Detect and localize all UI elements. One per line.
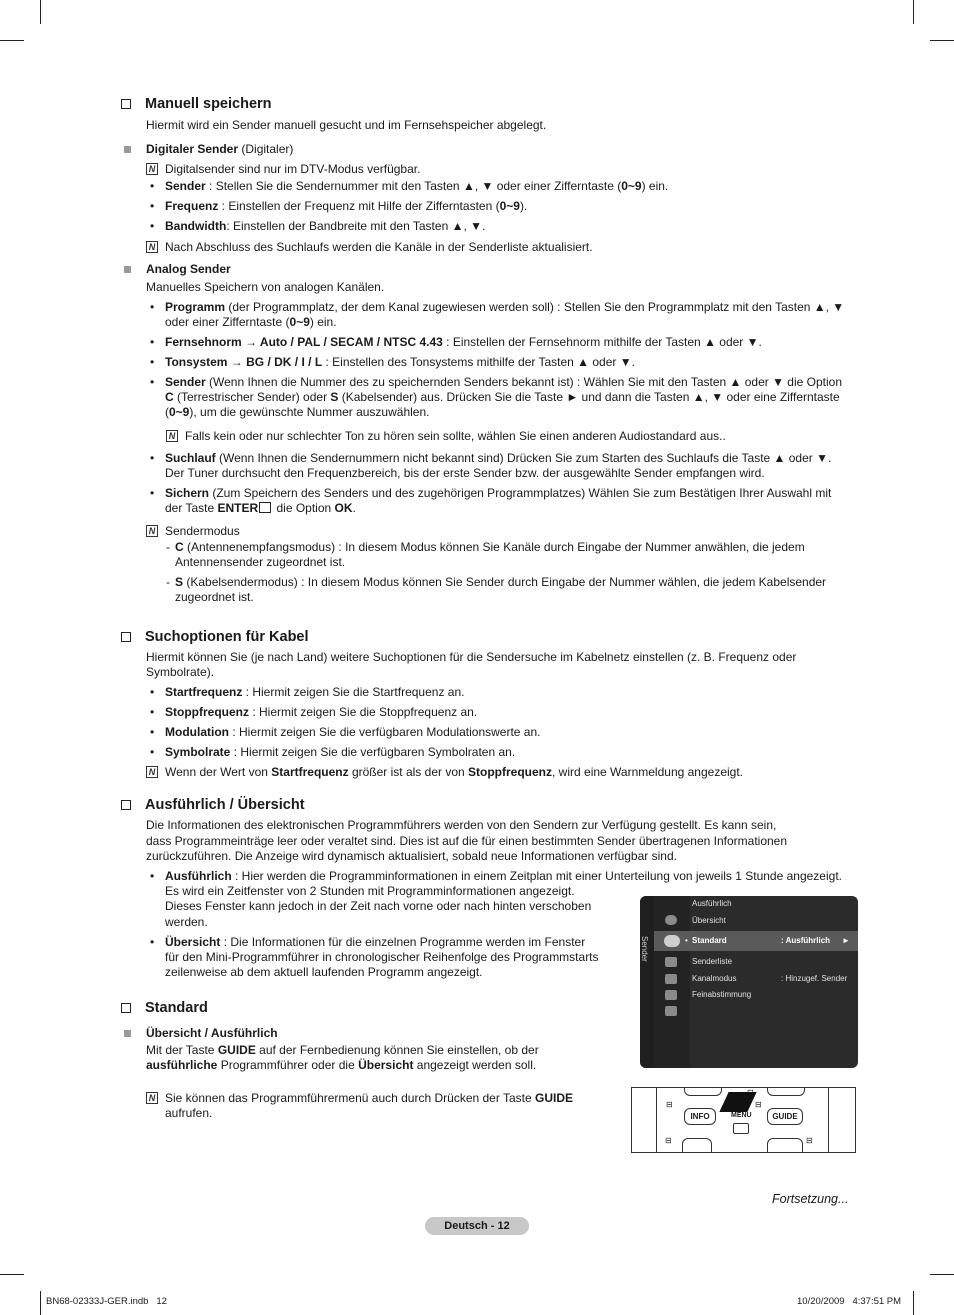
menu-selected-bullet: • — [685, 936, 688, 945]
note-text-line: aufrufen. — [165, 1106, 213, 1120]
bullet-icon: • — [150, 725, 155, 739]
intro-text-line: Symbolrate). — [146, 665, 215, 679]
title-text: Suchoptionen für Kabel — [145, 629, 309, 645]
page-number-badge: Deutsch - 12 — [425, 1217, 529, 1235]
analog-intro: Manuelles Speichern von analogen Kanälen. — [146, 280, 385, 294]
continued-label: Fortsetzung... — [772, 1192, 849, 1206]
crop-mark — [913, 0, 914, 24]
note-icon: N — [146, 525, 158, 537]
bullet-text-line: Dieses Fenster kann jedoch in der Zeit nach vorne oder nach hinten verschoben — [165, 899, 592, 913]
bullet-text: Sender : Stellen Sie die Sendernummer mit den Tasten ▲, ▼ oder einer Zifferntaste (0~9) ein. — [165, 179, 669, 193]
menu-item[interactable]: Feinabstimmung — [692, 990, 752, 999]
menu-item[interactable]: Senderliste — [692, 957, 733, 966]
menu-item[interactable]: Ausführlich — [692, 899, 732, 908]
note-icon: N — [146, 241, 158, 253]
crop-mark — [0, 1274, 24, 1275]
remote-symbol-icon: ⊟ — [755, 1100, 762, 1109]
menu-button — [733, 1123, 749, 1134]
section-title-ausfuehrlich — [121, 797, 305, 813]
dash: - — [166, 575, 170, 589]
bullet-text-line: werden. — [165, 915, 208, 929]
menu-item-selected[interactable]: Standard — [692, 936, 727, 945]
note-text: Sendermodus — [165, 524, 240, 538]
grey-square-icon — [124, 266, 131, 273]
paragraph-line: zurückzuführen. Die Anzeige wird dynamisch aktualisiert, sobald neue Informationen verfügbar sind. — [146, 849, 677, 863]
bullet-icon: • — [150, 705, 155, 719]
dash: - — [166, 540, 170, 554]
bullet-text: Sichern (Zum Speichern des Senders und des zugehörigen Programmplatzes) Wählen Sie zum Bestätigen Ihrer Auswahl mit — [165, 486, 832, 500]
intro-text: Hiermit können Sie (je nach Land) weitere Suchoptionen für die Sendersuche im Kabelnetz einstellen (z. B. Frequenz oder — [146, 650, 797, 664]
bullet-text: Ausführlich : Hier werden die Programminformationen in einem Zeitplan mit einer Unterteilung von jeweils 1 Stunde angezeigt. — [165, 869, 842, 883]
bullet-text-line: oder einer Zifferntaste (0~9) ein. — [165, 315, 337, 329]
bullet-text: Suchlauf (Wenn Ihnen die Sendernummern nicht bekannt sind) Drücken Sie zum Starten des Suchlaufs die Taste ▲ oder ▼. — [165, 451, 832, 465]
checkbox-square-icon — [121, 632, 131, 642]
bullet-text-line: (0~9), um die gewünschte Nummer auszuwählen. — [165, 405, 430, 419]
note-icon: N — [146, 1092, 158, 1104]
remote-button — [684, 1087, 722, 1096]
bullet-text-line: Es wird ein Zeitfenster von 2 Stunden mit Programminformationen angezeigt. — [165, 884, 575, 898]
remote-symbol-icon: ⊟ — [665, 1136, 672, 1145]
mode-c-text-line: Antennensender zugeordnet ist. — [175, 555, 346, 569]
remote-symbol-icon: ⊟ — [806, 1136, 813, 1145]
bullet-icon: • — [150, 685, 155, 699]
grey-square-icon — [124, 146, 131, 153]
bullet-text-line: Der Tuner durchsucht den Frequenzbereich, bis der erste Sender bzw. der ausgewählte Sender empfangen wird. — [165, 466, 765, 480]
bullet-icon: • — [150, 199, 155, 213]
bullet-icon: • — [150, 179, 155, 193]
crop-mark — [40, 1291, 41, 1315]
subsection-analog-head: Analog Sender — [146, 262, 231, 276]
note-text: Digitalsender sind nur im DTV-Modus verfügbar. — [165, 162, 421, 176]
bullet-icon: • — [150, 355, 155, 369]
bullet-icon: • — [150, 869, 155, 883]
tv-menu-screenshot — [640, 896, 858, 1068]
crop-mark — [930, 40, 954, 41]
menu-side-label: Sender — [640, 936, 649, 962]
checkbox-square-icon — [121, 800, 131, 810]
section-title-manuell-speichern — [121, 96, 272, 112]
bullet-text-line: der Taste ENTER die Option OK. — [165, 501, 356, 515]
remote-illustration — [631, 1087, 856, 1153]
title-text: Ausführlich / Übersicht — [145, 797, 305, 813]
bullet-text: Bandwidth: Einstellen der Bandbreite mit den Tasten ▲, ▼. — [165, 219, 486, 233]
note-text: Wenn der Wert von Startfrequenz größer ist als der von Stoppfrequenz, wird eine Warnmeldung angezeigt. — [165, 765, 744, 779]
tools-button — [682, 1138, 712, 1153]
bullet-text: Sender (Wenn Ihnen die Nummer des zu speichernden Senders bekannt ist) : Wählen Sie mit den Tasten ▲ oder ▼ die Option — [165, 375, 843, 389]
menu-item-value: : Hinzugef. Sender — [781, 974, 848, 983]
mode-c-text: C (Antennenempfangsmodus) : In diesem Modus können Sie Kanäle durch Eingabe der Nummer anwählen, die jedem — [175, 540, 805, 554]
crop-mark — [913, 1291, 914, 1315]
note-icon: N — [146, 163, 158, 175]
crop-mark — [0, 40, 24, 41]
pointer-arrow-icon — [719, 1092, 756, 1112]
bullet-icon: • — [150, 375, 155, 389]
bullet-text: Stoppfrequenz : Hiermit zeigen Sie die Stoppfrequenz an. — [165, 705, 478, 719]
return-button — [767, 1138, 803, 1153]
section-title-suchoptionen — [121, 629, 309, 645]
paragraph-line: dass Programmeinträge leer oder veraltet sind. Dies ist auf die für einen bestimmten Sender übertragenen Informationen — [146, 834, 788, 848]
remote-edge — [656, 1088, 657, 1153]
title-text: Manuell speichern — [145, 96, 272, 112]
paragraph-line: Mit der Taste GUIDE auf der Fernbedienung können Sie einstellen, ob der — [146, 1043, 539, 1057]
bullet-text: Frequenz : Einstellen der Frequenz mit Hilfe der Zifferntasten (0~9). — [165, 199, 528, 213]
title-text: Standard — [145, 1000, 208, 1016]
remote-button — [767, 1087, 805, 1096]
menu-button-label: MENU — [731, 1112, 752, 1119]
subsection-digital-head: Digitaler Sender (Digitaler) — [146, 142, 294, 156]
bullet-text-line: für den Mini-Programmführer in chronologischer Reihenfolge des Programmstarts — [165, 950, 599, 964]
note-text: Sie können das Programmführermenü auch durch Drücken der Taste GUIDE — [165, 1091, 573, 1105]
mode-s-text-line: zugeordnet ist. — [175, 590, 254, 604]
menu-item-value: : Ausführlich — [781, 936, 831, 945]
info-button: INFO — [684, 1108, 716, 1125]
bullet-text: Programm (der Programmplatz, der dem Kanal zugewiesen werden soll) : Stellen Sie den Programmplatz mit den Tasten ▲, ▼ — [165, 300, 845, 314]
bullet-icon: • — [150, 219, 155, 233]
note-icon: N — [166, 430, 178, 442]
note-text: Nach Abschluss des Suchlaufs werden die Kanäle in der Senderliste aktualisiert. — [165, 240, 593, 254]
menu-support-icon — [665, 1006, 677, 1016]
paragraph-line: ausführliche Programmführer oder die Übersicht angezeigt werden soll. — [146, 1058, 537, 1072]
crop-mark — [40, 0, 41, 24]
bullet-icon: • — [150, 335, 155, 349]
note-text: Falls kein oder nur schlechter Ton zu hören sein sollte, wählen Sie einen anderen Audiostandard aus.. — [185, 429, 726, 443]
right-arrow-icon: ► — [842, 936, 850, 945]
bullet-text-line: zeilenweise ab dem aktuell laufenden Programm angezeigt. — [165, 965, 483, 979]
checkbox-square-icon — [121, 99, 131, 109]
remote-edge — [828, 1088, 829, 1153]
menu-setup-icon — [665, 957, 677, 967]
bullet-text: Tonsystem → BG / DK / I / L : Einstellen des Tonsystems mithilfe der Tasten ▲ oder ▼. — [165, 355, 635, 369]
subsection-head: Übersicht / Ausführlich — [146, 1026, 278, 1040]
crop-mark — [930, 1274, 954, 1275]
paragraph-line: Die Informationen des elektronischen Programmführers werden von den Sendern zur Verfügung gestellt. Es kann sein, — [146, 818, 777, 832]
intro-text: Hiermit wird ein Sender manuell gesucht und im Fernsehspeicher abgelegt. — [146, 118, 547, 132]
menu-input-icon — [665, 974, 677, 984]
grey-square-icon — [124, 1030, 131, 1037]
bullet-icon: • — [150, 451, 155, 465]
bullet-icon: • — [150, 935, 155, 949]
file-info-right: 10/20/2009 4:37:51 PM — [797, 1296, 902, 1307]
bullet-icon: • — [150, 745, 155, 759]
bullet-text: Startfrequenz : Hiermit zeigen Sie die Startfrequenz an. — [165, 685, 465, 699]
menu-item[interactable]: Kanalmodus — [692, 974, 737, 983]
bullet-icon: • — [150, 486, 155, 500]
section-title-standard — [121, 1000, 208, 1016]
bullet-text: Übersicht : Die Informationen für die einzelnen Programme werden im Fenster — [165, 935, 586, 949]
menu-side-bar — [640, 896, 654, 1068]
bullet-text: Modulation : Hiermit zeigen Sie die verfügbaren Modulationswerte an. — [165, 725, 541, 739]
enter-icon — [259, 502, 271, 513]
menu-channel-icon — [664, 935, 680, 947]
menu-picture-icon — [665, 915, 677, 925]
file-info-left: BN68-02333J-GER.indb 12 — [46, 1296, 167, 1307]
remote-symbol-icon: ⊟ — [666, 1100, 673, 1109]
menu-app-icon — [665, 990, 677, 1000]
mode-s-text: S (Kabelsendermodus) : In diesem Modus können Sie Sender durch Eingabe der Nummer wählen, die jedem Kabelsender — [175, 575, 827, 589]
bullet-text: Fernsehnorm → Auto / PAL / SECAM / NTSC 4.43 : Einstellen der Fernsehnorm mithilfe der Tasten ▲ oder ▼. — [165, 335, 762, 349]
bullet-text-line: C (Terrestrischer Sender) oder S (Kabelsender) aus. Drücken Sie die Taste ► und dann die Tasten ▲, ▼ oder eine Zifferntaste — [165, 390, 840, 404]
bullet-icon: • — [150, 300, 155, 314]
menu-item[interactable]: Übersicht — [692, 916, 726, 925]
note-icon: N — [146, 766, 158, 778]
checkbox-square-icon — [121, 1003, 131, 1013]
guide-button: GUIDE — [767, 1108, 803, 1125]
bullet-text: Symbolrate : Hiermit zeigen Sie die verfügbaren Symbolraten an. — [165, 745, 516, 759]
